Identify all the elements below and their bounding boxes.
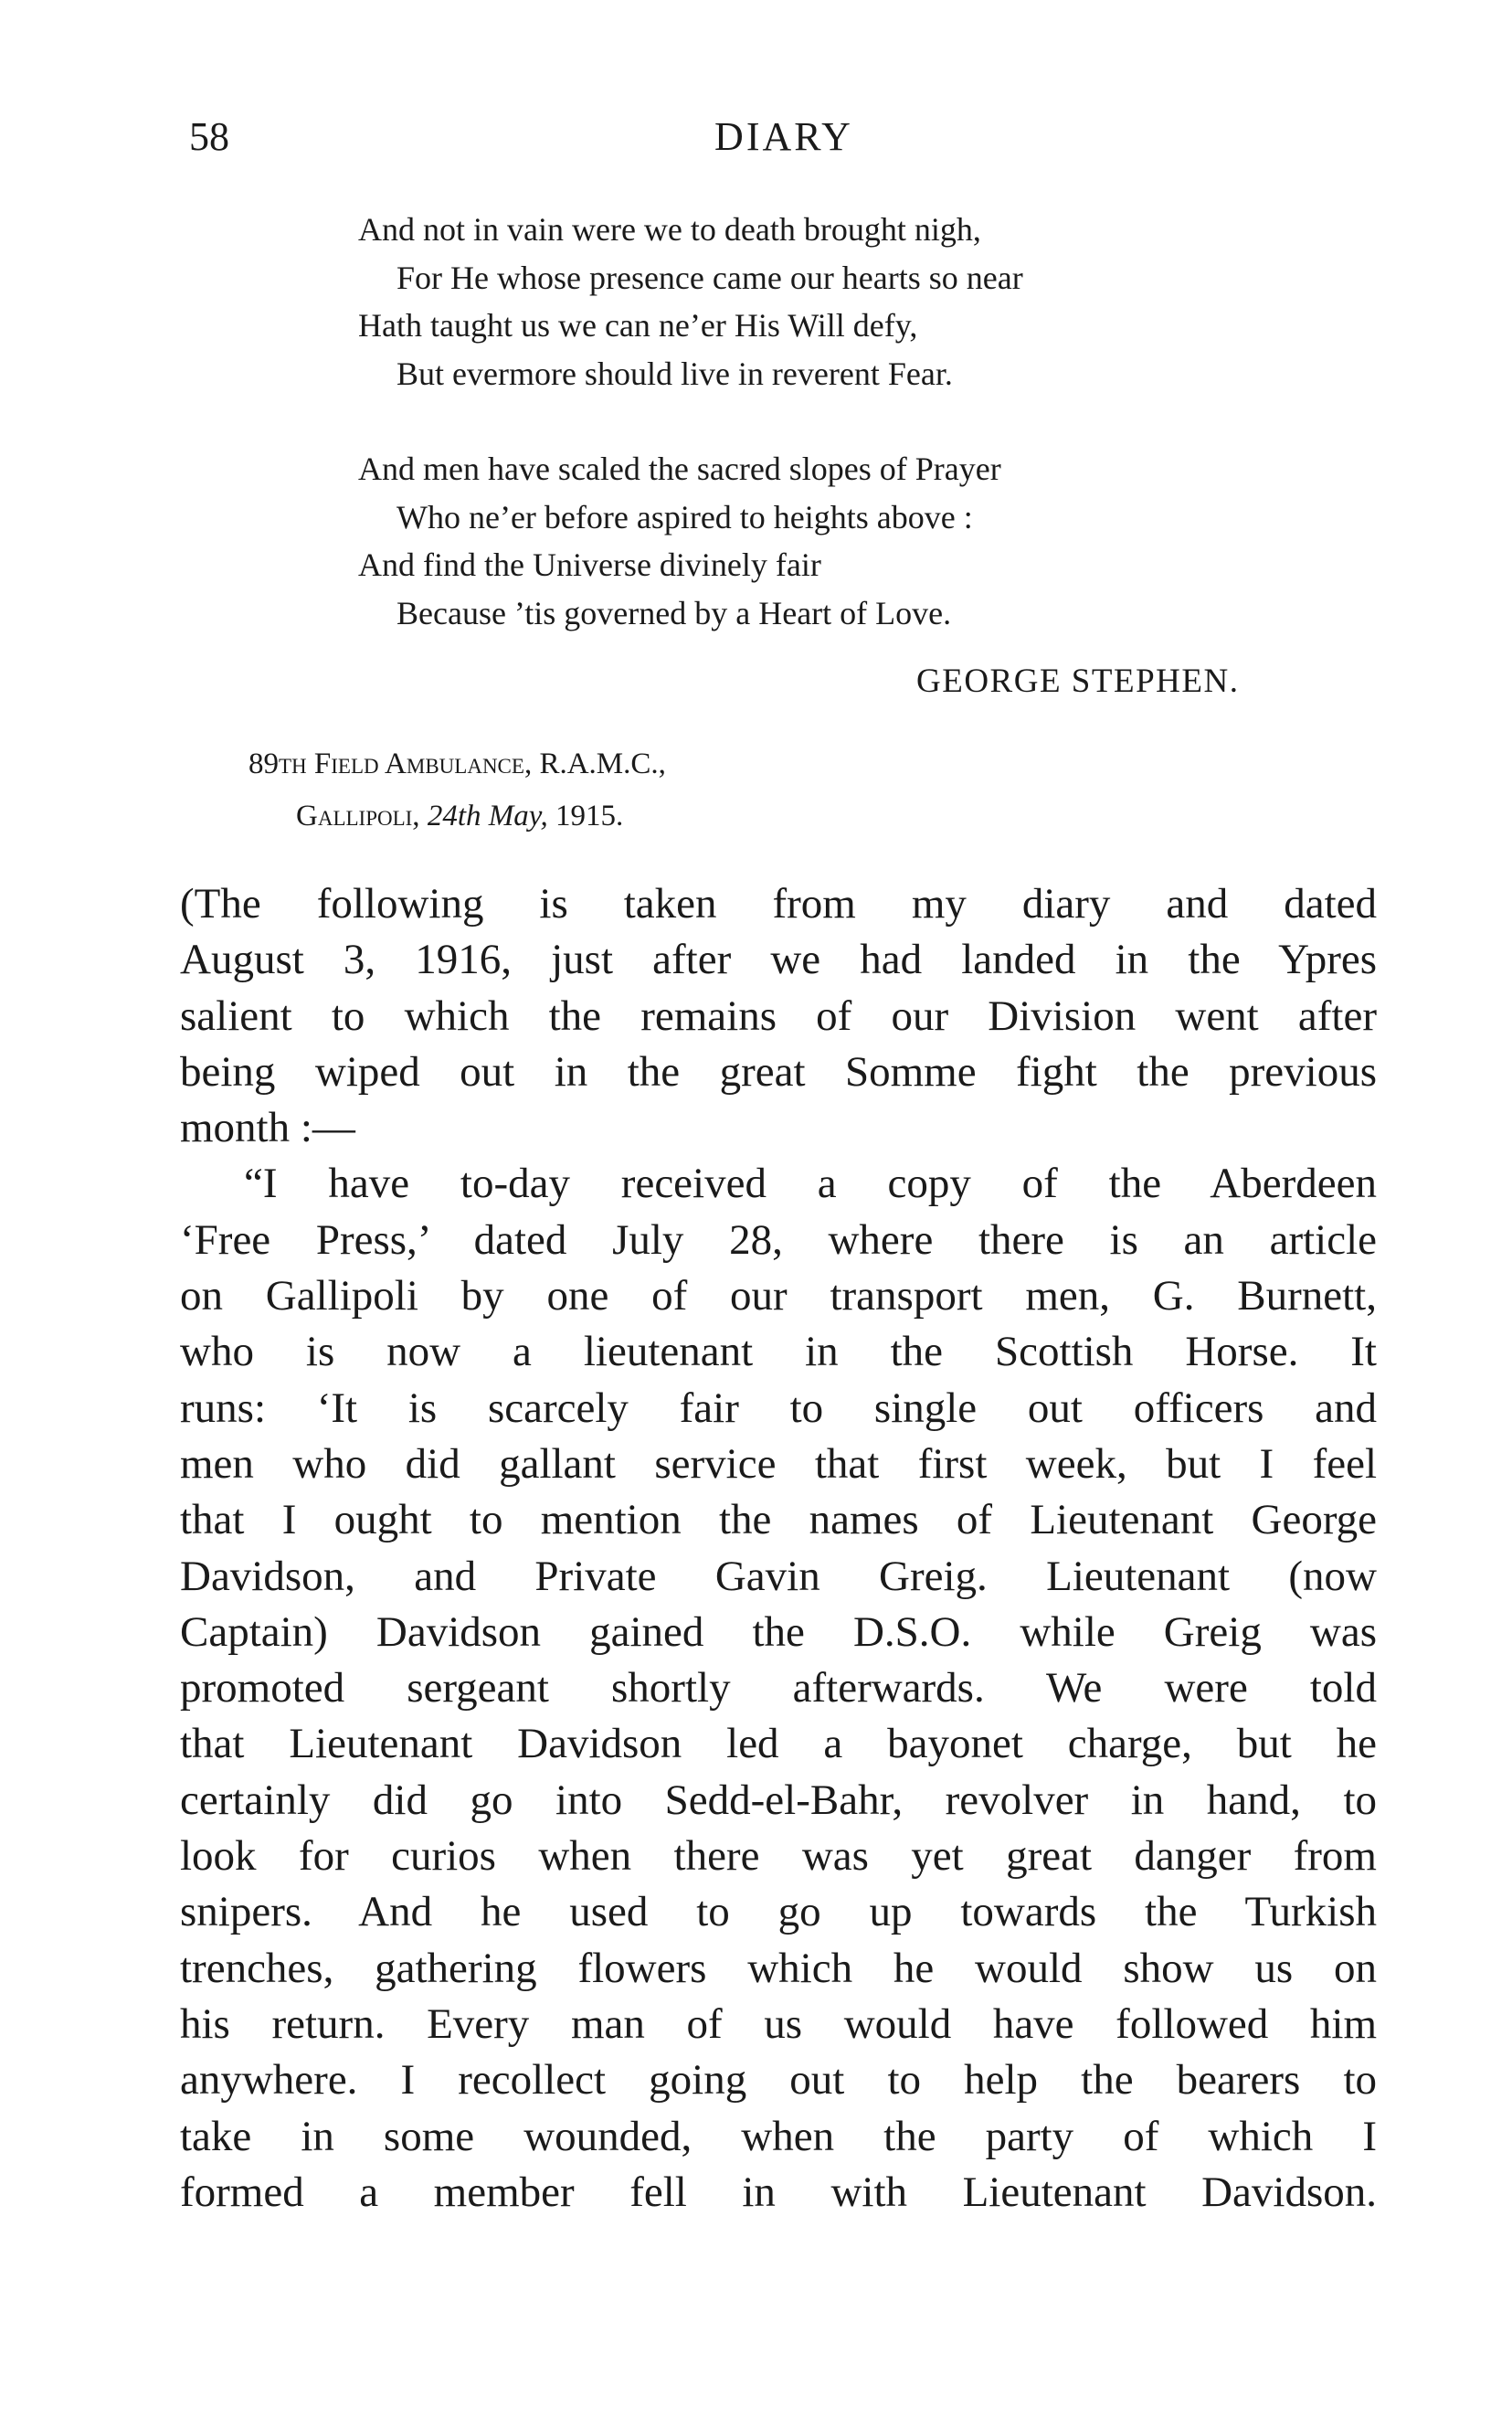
prose-line: snipers. And he used to go up towards the Turkish [180, 1888, 1377, 1936]
verse-line: Because ’tis governed by a Heart of Love. [397, 594, 952, 631]
prose-line: look for curios when there was yet great danger from [180, 1832, 1377, 1881]
dateline-date: 24th May, [427, 800, 548, 832]
page-number: 58 [189, 114, 229, 159]
prose-line: August 3, 1916, just after we had landed in the Ypres [180, 936, 1377, 984]
verse-line: And not in vain were we to death brought nigh, [358, 211, 981, 248]
poem-dateline [248, 738, 666, 843]
poem [358, 206, 1363, 684]
prose-body [180, 876, 1377, 2221]
verse-line: For He whose presence came our hearts so near [397, 259, 1023, 296]
prose-line: Davidson, and Private Gavin Greig. Lieutenant (now [180, 1552, 1377, 1600]
prose-line: (The following is taken from my diary and dated [180, 880, 1377, 928]
poem-stanza [358, 445, 1363, 637]
dateline-unit: 89th Field Ambulance, [248, 747, 533, 780]
prose-line: formed a member fell in with Lieutenant Davidson. [180, 2168, 1377, 2216]
prose-line: month :— [180, 1104, 355, 1152]
verse-line: And find the Universe divinely fair [358, 546, 821, 583]
prose-line: his return. Every man of us would have followed him [180, 1999, 1377, 2048]
prose-line: who is now a lieutenant in the Scottish Horse. It [180, 1328, 1377, 1376]
verse-line: Hath taught us we can ne’er His Will defy, [358, 307, 918, 344]
verse-line: Who ne’er before aspired to heights above : [397, 498, 973, 535]
prose-line: salient to which the remains of our Division went after [180, 991, 1377, 1040]
running-head: DIARY [714, 114, 853, 159]
dateline-place: Gallipoli, [296, 800, 420, 832]
prose-line: men who did gallant service that first week, but I feel [180, 1439, 1377, 1488]
prose-line: take in some wounded, when the party of which I [180, 2112, 1377, 2160]
prose-line: certainly did go into Sedd-el-Bahr, revolver in hand, to [180, 1776, 1377, 1824]
prose-line: ‘Free Press,’ dated July 28, where there is an article [180, 1215, 1377, 1264]
dateline-place-line [248, 790, 666, 843]
dateline-unit-line [248, 738, 666, 790]
prose-line: that I ought to mention the names of Lieutenant George [180, 1496, 1377, 1544]
dateline-corps: R.A.M.C., [539, 747, 666, 780]
prose-line: Captain) Davidson gained the D.S.O. while Greig was [180, 1607, 1377, 1656]
prose-line: runs: ‘It is scarcely fair to single out officers and [180, 1384, 1377, 1432]
verse-line: But evermore should live in reverent Fear. [397, 355, 953, 392]
poem-stanza [358, 206, 1363, 398]
verse-line: And men have scaled the sacred slopes of Prayer [358, 451, 1001, 487]
prose-line: promoted sergeant shortly afterwards. We were told [180, 1664, 1377, 1712]
dateline-year: 1915. [555, 800, 624, 832]
prose-line: on Gallipoli by one of our transport men, G. Burnett, [180, 1272, 1377, 1320]
prose-line: that Lieutenant Davidson led a bayonet charge, but he [180, 1720, 1377, 1768]
poem-signature: GEORGE STEPHEN. [916, 663, 1240, 700]
prose-line: anywhere. I recollect going out to help the bearers to [180, 2056, 1377, 2105]
prose-line: being wiped out in the great Somme fight the previous [180, 1047, 1377, 1096]
prose-line: trenches, gathering flowers which he would show us on [180, 1944, 1377, 1992]
prose-line: “I have to-day received a copy of the Aberdeen [244, 1160, 1377, 1208]
